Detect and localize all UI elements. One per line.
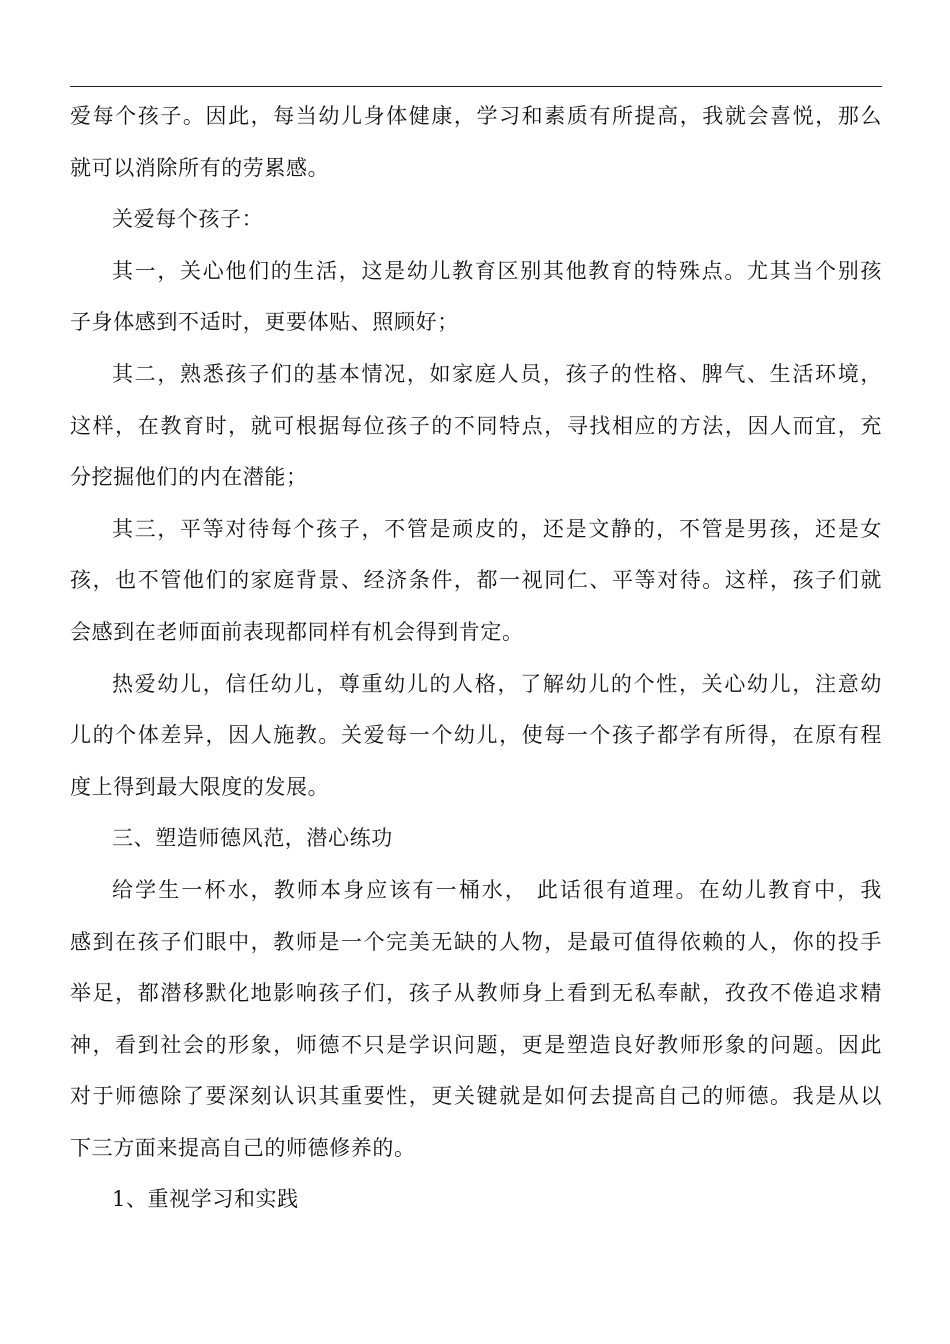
text-line-12: 热爱幼儿，信任幼儿，尊重幼儿的人格，了解幼儿的个性，关心幼儿，注意幼 bbox=[112, 671, 882, 696]
text-line-17: 感到在孩子们眼中，教师是一个完美无缺的人物，是最可值得依赖的人，你的投手 bbox=[70, 929, 882, 954]
text-line-19: 神，看到社会的形象，师德不只是学识问题，更是塑造良好教师形象的问题。因此 bbox=[70, 1032, 882, 1057]
text-line-20: 对于师德除了要深刻认识其重要性，更关键就是如何去提高自己的师德。我是从以 bbox=[70, 1084, 882, 1109]
text-line-14: 度上得到最大限度的发展。 bbox=[70, 774, 330, 799]
text-line-4: 其一，关心他们的生活，这是幼儿教育区别其他教育的特殊点。尤其当个别孩 bbox=[112, 258, 882, 283]
text-line-13: 儿的个体差异，因人施教。关爱每一个幼儿，使每一个孩子都学有所得，在原有程 bbox=[70, 723, 882, 748]
text-line-2: 就可以消除所有的劳累感。 bbox=[70, 155, 330, 180]
text-line-11: 会感到在老师面前表现都同样有机会得到肯定。 bbox=[70, 619, 524, 644]
section-heading: 三、塑造师德风范，潜心练功 bbox=[112, 826, 393, 851]
text-line-10: 孩，也不管他们的家庭背景、经济条件，都一视同仁、平等对待。这样，孩子们就 bbox=[70, 568, 882, 593]
text-line-7: 这样，在教育时，就可根据每位孩子的不同特点，寻找相应的方法，因人而宜，充 bbox=[70, 413, 882, 438]
text-line-21: 下三方面来提高自己的师德修养的。 bbox=[70, 1135, 416, 1160]
text-line-3: 关爱每个孩子： bbox=[112, 207, 264, 232]
text-line-18: 举足，都潜移默化地影响孩子们，孩子从教师身上看到无私奉献，孜孜不倦追求精 bbox=[70, 981, 882, 1006]
text-line-6: 其二，熟悉孩子们的基本情况，如家庭人员，孩子的性格、脾气、生活环境， bbox=[112, 361, 882, 386]
text-line-9: 其三，平等对待每个孩子，不管是顽皮的，还是文静的，不管是男孩，还是女 bbox=[112, 516, 882, 541]
text-line-5: 子身体感到不适时，更要体贴、照顾好； bbox=[70, 310, 459, 335]
text-line-1: 爱每个孩子。因此，每当幼儿身体健康，学习和素质有所提高，我就会喜悦，那么 bbox=[70, 104, 882, 128]
header-rule bbox=[70, 86, 882, 87]
body-text bbox=[70, 91, 882, 1226]
text-line-16: 给学生一杯水，教师本身应该有一桶水， 此话很有道理。在幼儿教育中，我 bbox=[112, 877, 882, 902]
text-line-8: 分挖掘他们的内在潜能； bbox=[70, 465, 308, 490]
subsection-heading: 1、重视学习和实践 bbox=[112, 1187, 299, 1212]
